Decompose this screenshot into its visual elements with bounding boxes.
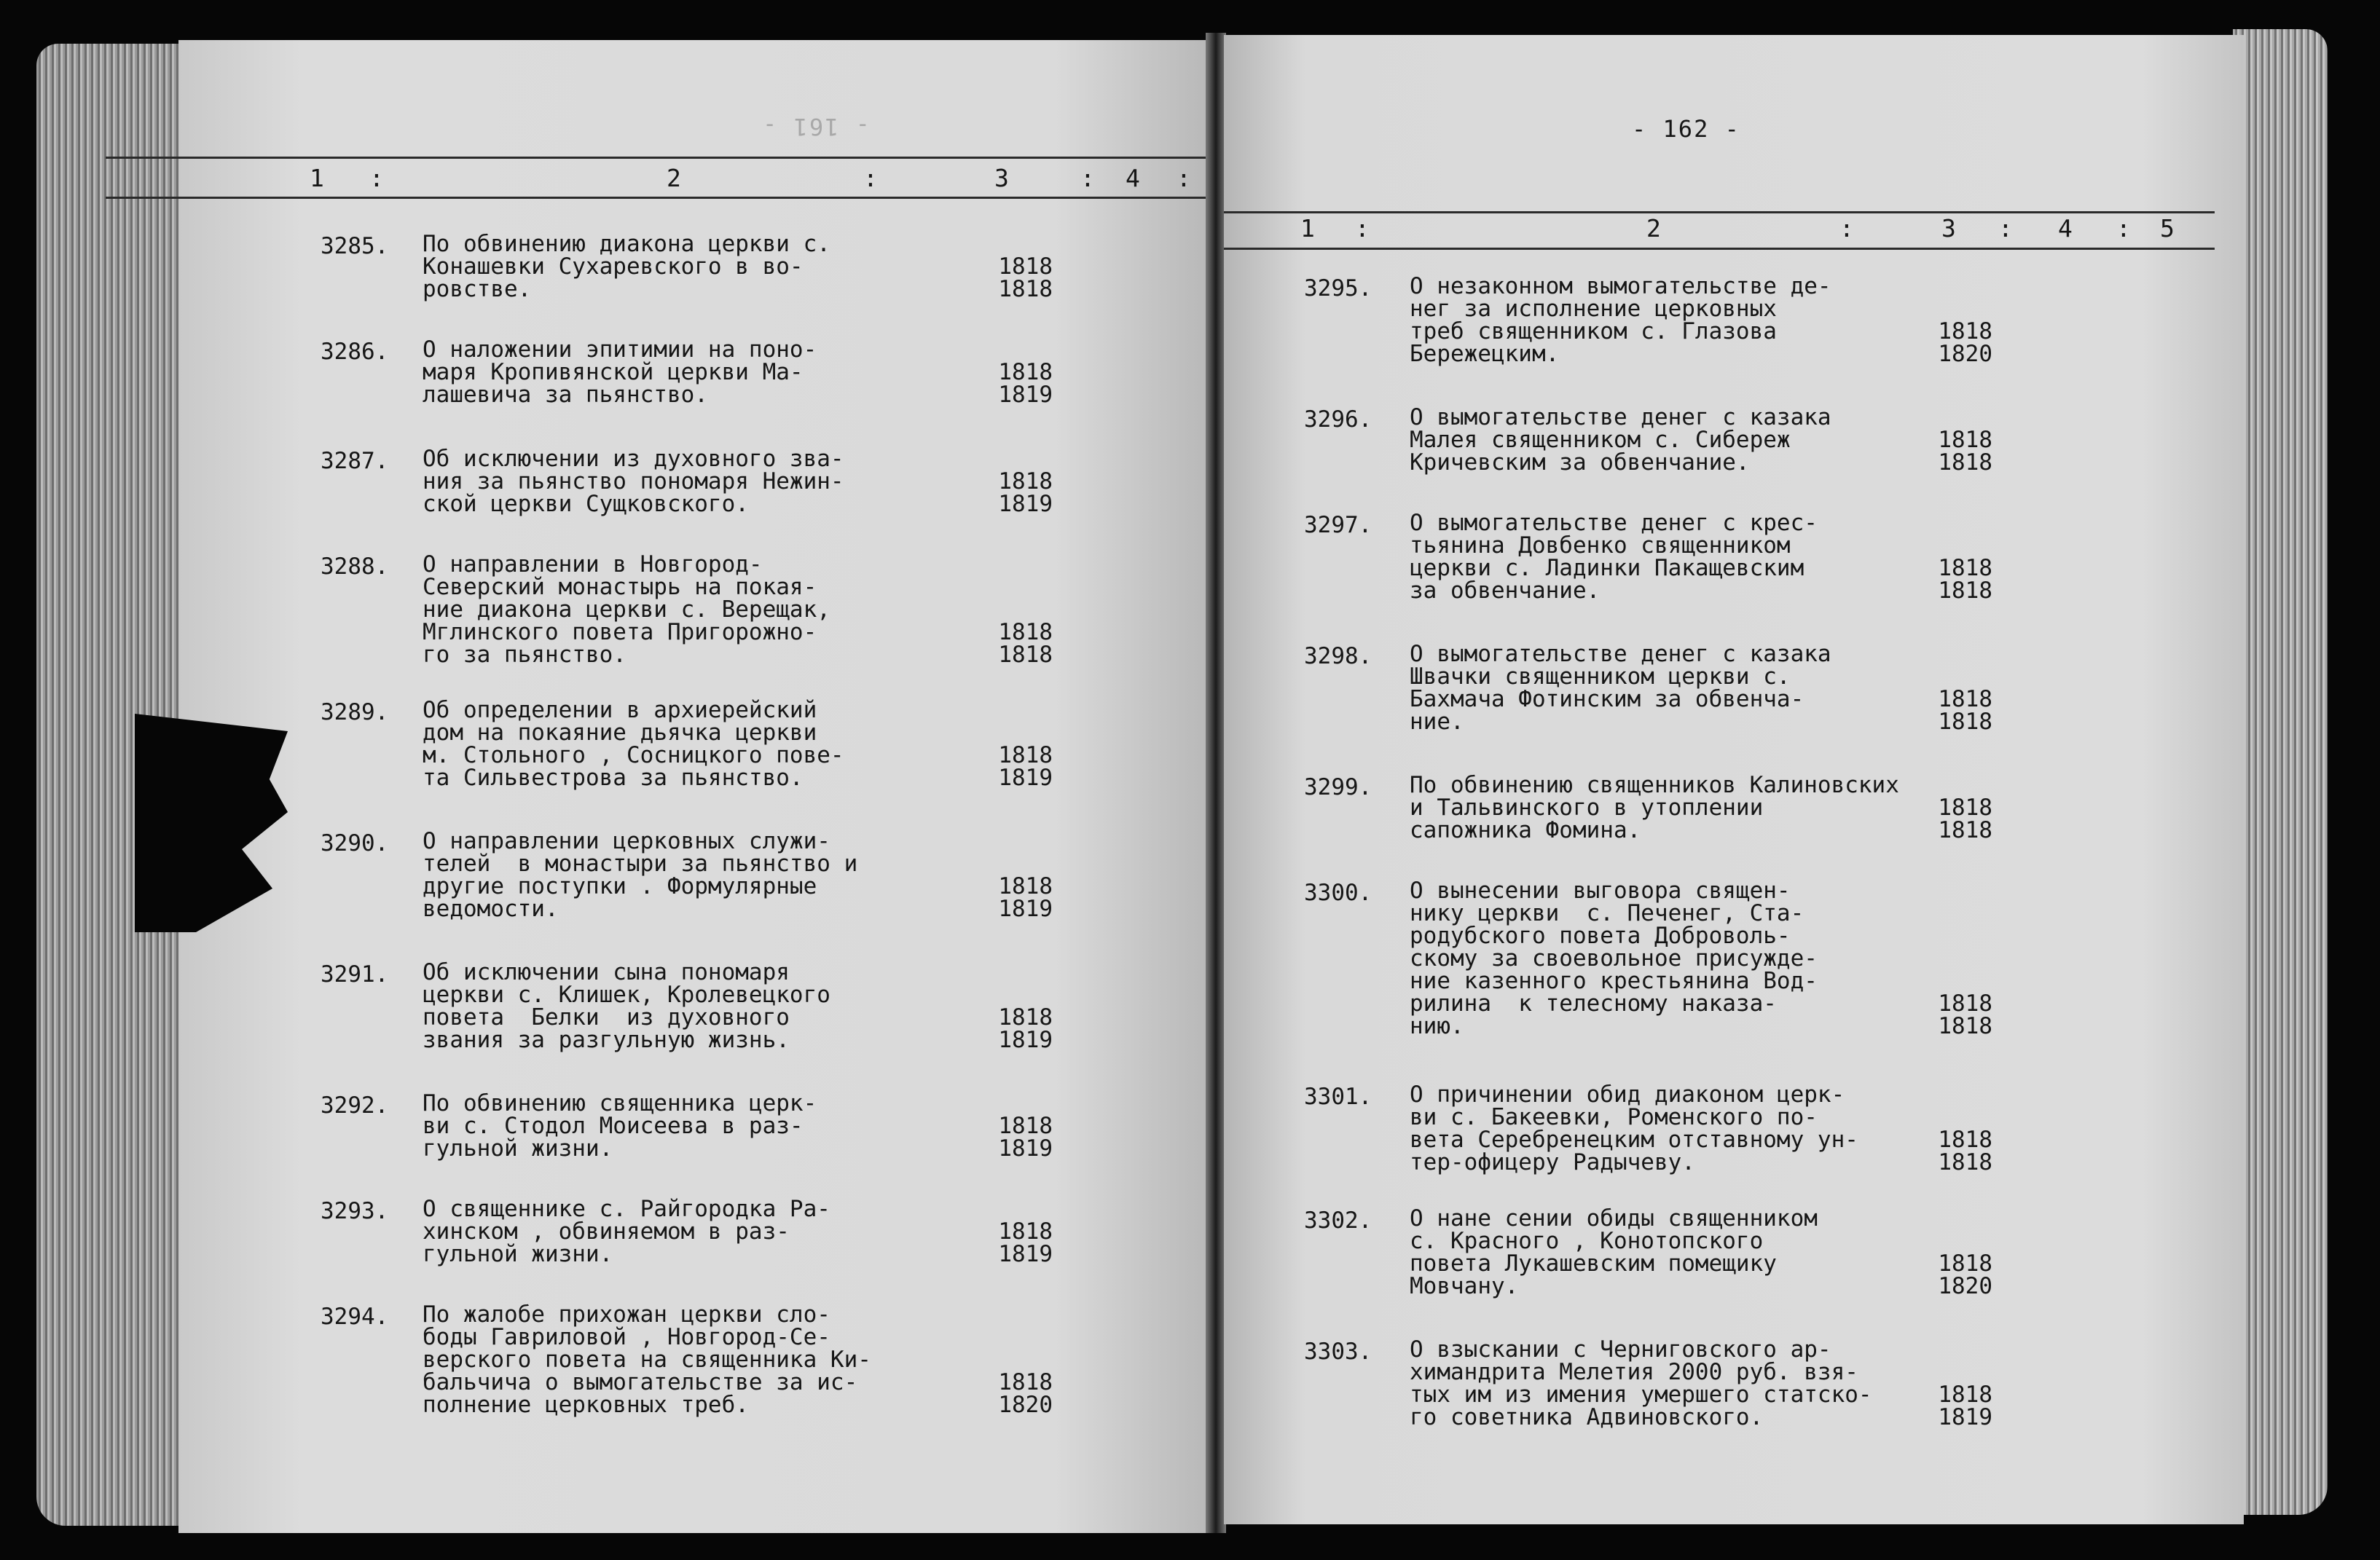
entry-text-line: тер-офицеру Радычеву. xyxy=(1410,1149,1695,1175)
entry-text-line: ви с. Бакеевки, Роменского по- xyxy=(1410,1104,1818,1130)
entry-text-line: хинском , обвиняемом в раз- xyxy=(423,1218,790,1245)
entry-number: 3293. xyxy=(321,1198,389,1224)
entry-text-line: и Тальвинского в утоплении xyxy=(1410,795,1764,821)
entry-text-line: О направлении в Новгород- xyxy=(423,551,763,578)
entry-text-line: По жалобе прихожан церкви сло- xyxy=(423,1301,830,1328)
entry-number: 3295. xyxy=(1304,275,1372,302)
entry-year-start: 1818 xyxy=(998,1004,1053,1031)
entry-text-line: О наложении эпитимии на поно- xyxy=(423,336,817,363)
entry-number: 3286. xyxy=(321,339,389,365)
entry-year-start: 1818 xyxy=(1938,795,1992,821)
entry-number: 3292. xyxy=(321,1092,389,1119)
entry-year-start: 1818 xyxy=(1938,1250,1992,1277)
entry-year-start: 1818 xyxy=(998,359,1053,385)
entry-number: 3298. xyxy=(1304,643,1372,669)
entry-text-line: церкви с. Клишек, Кролевецкого xyxy=(423,982,830,1008)
entry-text-line: химандрита Мелетия 2000 руб. взя- xyxy=(1410,1359,1858,1385)
col-separator: : xyxy=(1080,164,1095,192)
entry-text-line: ведомости. xyxy=(423,896,559,922)
entry-year-start: 1818 xyxy=(1938,318,1992,344)
col-header-4: 4 xyxy=(1126,164,1140,192)
entry-year-start: 1818 xyxy=(1938,990,1992,1017)
right-page-number: - 162 - xyxy=(1632,115,1740,143)
entry-number: 3285. xyxy=(321,233,389,259)
entry-text-line: Об исключении из духовного зва- xyxy=(423,446,844,472)
entry-year-start: 1818 xyxy=(998,1218,1053,1245)
entry-year-end: 1819 xyxy=(998,1135,1053,1162)
entry-year-end: 1819 xyxy=(998,1241,1053,1267)
entry-text-line: Малея священником с. Сибереж xyxy=(1410,427,1791,453)
entry-text-line: ния за пьянство пономаря Нежин- xyxy=(423,468,844,495)
entry-text-line: Бахмача Фотинским за обвенча- xyxy=(1410,686,1804,712)
entry-year-end: 1818 xyxy=(1938,578,1992,604)
entry-year-end: 1819 xyxy=(998,1027,1053,1053)
entry-text-line: нию. xyxy=(1410,1013,1464,1039)
entry-year-end: 1818 xyxy=(998,642,1053,668)
entry-year-end: 1820 xyxy=(1938,1273,1992,1299)
entry-text-line: Кричевским за обвенчание. xyxy=(1410,449,1750,476)
entry-year-start: 1818 xyxy=(1938,1382,1992,1408)
left-page-number: - 161 - xyxy=(761,113,870,141)
entry-year-end: 1818 xyxy=(1938,709,1992,735)
entry-text-line: рилина к телесному наказа- xyxy=(1410,990,1777,1017)
entry-year-start: 1818 xyxy=(1938,686,1992,712)
entry-text-line: тых им из имения умершего статско- xyxy=(1410,1382,1872,1408)
entry-text-line: О священнике с. Райгородка Ра- xyxy=(423,1196,830,1222)
entry-text-line: Мглинского повета Пригорожно- xyxy=(423,619,817,645)
entry-text-line: церкви с. Ладинки Пакащевским xyxy=(1410,555,1804,581)
col-header-3: 3 xyxy=(1941,214,1956,243)
entry-text-line: гульной жизни. xyxy=(423,1135,613,1162)
book-edge-right xyxy=(2233,29,2328,1515)
entry-text-line: Конашевки Сухаревского в во- xyxy=(423,253,804,280)
entry-text-line: нику церкви с. Печенег, Ста- xyxy=(1410,900,1804,926)
entry-year-start: 1818 xyxy=(998,1113,1053,1139)
entry-text-line: боды Гавриловой , Новгород-Се- xyxy=(423,1324,830,1350)
entry-text-line: По обвинению священников Калиновских xyxy=(1410,772,1899,798)
entry-year-start: 1818 xyxy=(998,742,1053,768)
entry-text-line: Мовчану. xyxy=(1410,1273,1519,1299)
entry-text-line: О вымогательстве денег с казака xyxy=(1410,404,1831,430)
book-gutter xyxy=(1206,33,1226,1533)
entry-number: 3291. xyxy=(321,961,389,988)
col-separator: : xyxy=(1998,214,2013,243)
entry-year-start: 1818 xyxy=(998,619,1053,645)
left-page xyxy=(178,40,1209,1533)
entry-text-line: ровстве. xyxy=(423,276,532,302)
entry-year-end: 1819 xyxy=(998,491,1053,517)
entry-number: 3299. xyxy=(1304,774,1372,800)
col-header-1: 1 xyxy=(1300,214,1315,243)
col-separator: : xyxy=(1839,214,1854,243)
entry-year-start: 1818 xyxy=(998,253,1053,280)
entry-number: 3301. xyxy=(1304,1084,1372,1110)
entry-text-line: телей в монастыри за пьянство и xyxy=(423,851,858,877)
entry-year-start: 1818 xyxy=(1938,555,1992,581)
entry-year-end: 1819 xyxy=(998,896,1053,922)
entry-text-line: О направлении церковных служи- xyxy=(423,828,830,854)
entry-number: 3303. xyxy=(1304,1339,1372,1365)
entry-year-end: 1819 xyxy=(998,382,1053,408)
entry-text-line: скому за своевольное присужде- xyxy=(1410,945,1818,972)
entry-number: 3287. xyxy=(321,448,389,474)
col-header-5: 5 xyxy=(2160,214,2175,243)
entry-text-line: Швачки священником церкви с. xyxy=(1410,663,1791,690)
entry-text-line: гульной жизни. xyxy=(423,1241,613,1267)
entry-text-line: ской церкви Сущковского. xyxy=(423,491,749,517)
entry-text-line: О причинении обид диаконом церк- xyxy=(1410,1082,1845,1108)
entry-text-line: О вымогательстве денег с казака xyxy=(1410,641,1831,667)
entry-number: 3300. xyxy=(1304,880,1372,906)
header-rule-bottom xyxy=(1224,248,2215,250)
right-page xyxy=(1224,35,2244,1524)
entry-text-line: сапожника Фомина. xyxy=(1410,817,1641,843)
entry-text-line: дом на покаяние дьячка церкви xyxy=(423,720,817,746)
col-header-1: 1 xyxy=(310,164,324,192)
entry-text-line: та Сильвестрова за пьянство. xyxy=(423,765,804,791)
entry-year-end: 1818 xyxy=(1938,1149,1992,1175)
entry-year-end: 1818 xyxy=(1938,449,1992,476)
col-header-2: 2 xyxy=(1646,214,1661,243)
entry-number: 3290. xyxy=(321,830,389,856)
entry-year-start: 1818 xyxy=(998,468,1053,495)
entry-year-start: 1818 xyxy=(998,873,1053,899)
entry-number: 3294. xyxy=(321,1304,389,1330)
entry-year-start: 1818 xyxy=(998,1369,1053,1395)
col-header-2: 2 xyxy=(667,164,681,192)
entry-number: 3302. xyxy=(1304,1208,1372,1234)
entry-text-line: ние казенного крестьянина Вод- xyxy=(1410,968,1818,994)
entry-year-end: 1818 xyxy=(1938,1013,1992,1039)
entry-text-line: ви с. Стодол Моисеева в раз- xyxy=(423,1113,804,1139)
entry-text-line: Северский монастырь на покая- xyxy=(423,574,817,600)
col-separator: : xyxy=(1177,164,1191,192)
col-separator: : xyxy=(2116,214,2131,243)
entry-text-line: вета Серебренецким отставному ун- xyxy=(1410,1127,1858,1153)
entry-text-line: Об исключении сына пономаря xyxy=(423,959,790,985)
header-rule-top xyxy=(1224,211,2215,213)
entry-text-line: родубского повета Доброволь- xyxy=(1410,923,1791,949)
header-rule-bottom xyxy=(106,197,1213,199)
entry-text-line: лашевича за пьянство. xyxy=(423,382,708,408)
entry-text-line: повета Белки из духовного xyxy=(423,1004,790,1031)
entry-text-line: верского повета на священника Ки- xyxy=(423,1347,871,1373)
entry-text-line: О вынесении выговора священ- xyxy=(1410,878,1791,904)
entry-text-line: По обвинению священника церк- xyxy=(423,1090,817,1116)
entry-year-end: 1819 xyxy=(1938,1404,1992,1430)
entry-year-end: 1819 xyxy=(998,765,1053,791)
col-header-3: 3 xyxy=(994,164,1009,192)
entry-text-line: за обвенчание. xyxy=(1410,578,1601,604)
col-separator: : xyxy=(1355,214,1370,243)
col-separator: : xyxy=(369,164,384,192)
entry-text-line: маря Кропивянской церкви Ма- xyxy=(423,359,804,385)
entry-number: 3296. xyxy=(1304,406,1372,433)
entry-text-line: другие поступки . Формулярные xyxy=(423,873,817,899)
entry-year-end: 1818 xyxy=(1938,817,1992,843)
entry-number: 3297. xyxy=(1304,512,1372,538)
entry-year-start: 1818 xyxy=(1938,427,1992,453)
entry-text-line: Об определении в архиерейский xyxy=(423,697,817,723)
entry-text-line: полнение церковных треб. xyxy=(423,1392,749,1418)
entry-text-line: Бережецким. xyxy=(1410,341,1560,367)
entry-text-line: треб священником с. Глазова xyxy=(1410,318,1777,344)
entry-number: 3288. xyxy=(321,554,389,580)
col-header-4: 4 xyxy=(2058,214,2073,243)
entry-text-line: По обвинению диакона церкви с. xyxy=(423,231,830,257)
entry-text-line: бальчича о вымогательстве за ис- xyxy=(423,1369,858,1395)
entry-year-start: 1818 xyxy=(1938,1127,1992,1153)
entry-text-line: с. Красного , Конотопского xyxy=(1410,1228,1764,1254)
entry-year-end: 1820 xyxy=(998,1392,1053,1418)
entry-year-end: 1820 xyxy=(1938,341,1992,367)
entry-text-line: О нане сении обиды священником xyxy=(1410,1205,1818,1232)
col-separator: : xyxy=(863,164,878,192)
entry-year-end: 1818 xyxy=(998,276,1053,302)
entry-text-line: нег за исполнение церковных xyxy=(1410,296,1777,322)
entry-text-line: тьянина Довбенко священником xyxy=(1410,532,1791,559)
entry-text-line: го советника Адвиновского. xyxy=(1410,1404,1764,1430)
entry-text-line: ние. xyxy=(1410,709,1464,735)
header-rule-top xyxy=(106,157,1213,159)
entry-text-line: звания за разгульную жизнь. xyxy=(423,1027,790,1053)
entry-text-line: О взыскании с Черниговского ар- xyxy=(1410,1336,1831,1363)
entry-text-line: О вымогательстве денег с крес- xyxy=(1410,510,1818,536)
entry-text-line: О незаконном вымогательстве де- xyxy=(1410,273,1831,299)
entry-text-line: м. Стольного , Сосницкого пове- xyxy=(423,742,844,768)
entry-text-line: ние диакона церкви с. Верещак, xyxy=(423,596,830,623)
entry-number: 3289. xyxy=(321,699,389,725)
entry-text-line: повета Лукашевским помещику xyxy=(1410,1250,1777,1277)
entry-text-line: го за пьянство. xyxy=(423,642,627,668)
